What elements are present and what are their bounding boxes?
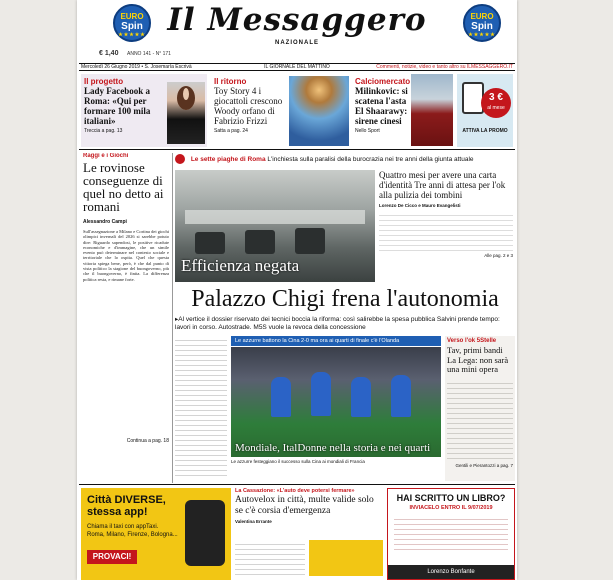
newspaper-front-page	[77, 0, 517, 580]
portrait-photo	[167, 82, 205, 144]
side-story: Quattro mesi per avere una carta d'identità Tre anni di attesa per l'ok alla pulizia dei tombini Lorenzo De Cicco e Mauro Evangelisti Alle pag. 2 e 3	[379, 170, 513, 258]
dateline-center: IL GIORNALE DEL MATTINO	[264, 64, 330, 70]
phone-icon	[185, 500, 225, 566]
stars-icon: ★★★★★	[118, 32, 146, 38]
price: € 1,40	[99, 50, 119, 57]
insert-ad[interactable]	[309, 540, 383, 576]
teaser-toy-story[interactable]: Il ritorno Toy Story 4 i giocattoli crescono Woody orfano di Fabrizio Frizzi Satta a pag. 24	[212, 74, 349, 147]
article-body: Sull'assegnazione a Milano e Cortina dei giochi olimpici invernali del 2026 si sarebbe potuto dire: Riguardo sapendosi, le positive ricadute economiche e d'immagine, che un simile evento può determinare nel contesto sociale e territoriale che lo ospita. Quel che questa vittoria spiega bene, però, è che dal punto di vista politico la stagione del buongoverno, più che il buongoverno, è finita. La differenza politica resta, e rimane forte.	[83, 229, 169, 282]
provaci-button[interactable]: PROVACI!	[87, 550, 137, 564]
sport-caption: Le azzurre festeggiano il successo sulla Cina ai mondiali di Francia	[231, 459, 365, 464]
dateline-bar	[79, 63, 515, 71]
website-link[interactable]: Commenti, notizie, video e tanto altro su ILMESSAGGERO.IT	[376, 64, 513, 70]
teaser-calciomercato[interactable]: Calciomercato Milinkovic: si scatena l'asta El Shaarawy: sirene cinesi Nello Sport	[353, 74, 453, 147]
date-text: Mercoledì 26 Giugno 2019 • S. Josemaría Escrivà	[81, 64, 192, 70]
euro-spin-badge-right[interactable]: EURO Spin ★★★★★	[463, 4, 501, 42]
cassazione-story: La Cassazione: «L'auto deve potersi fermare» Autovelox in città, multe valide solo se c'è corsia d'emergenza Valentina Errante	[235, 488, 383, 580]
divider	[79, 484, 515, 485]
photo-caption: Efficienza negata	[181, 256, 300, 275]
teaser-progetto[interactable]: Il progetto Lady Facebook a Roma: «Qui per formare 100 mila italiani» Treccia a pag. 13	[81, 74, 207, 147]
verso-body-lines	[447, 379, 513, 459]
promo-box[interactable]: 3 € al mese ATTIVA LA PROMO	[457, 74, 513, 147]
cassazione-body-lines	[235, 540, 305, 576]
side-headline[interactable]: Quattro mesi per avere una carta d'identità Tre anni di attesa per l'ok alla pulizia dei tombini	[379, 170, 506, 200]
verso-5stelle-box: Verso l'ok 5Stelle Tav, primi bandi La Lega: non sarà una mini opera Gentili e Pierantozzi a pag. 7	[445, 336, 515, 481]
main-summary: ▸Al vertice il dossier riservato dei tecnici boccia la riforma: così salirebbe la spesa pubblica Salvini prende tempo: lavori in corso. Autostrade. M5S vuole la revoca della concessione	[175, 316, 500, 331]
toy-story-photo	[289, 76, 349, 146]
book-contest-ad[interactable]: HAI SCRITTO UN LIBRO? INVIACELO ENTRO IL 9/07/2019 Lorenzo Bonfante	[387, 488, 515, 580]
cassazione-headline[interactable]: Autovelox in città, multe valide solo se c'è corsia d'emergenza	[235, 495, 374, 516]
side-body-lines	[379, 211, 513, 251]
continue-ref: Continua a pag. 18	[126, 438, 169, 444]
author: Alessandro Campi	[83, 219, 127, 225]
apptaxi-ad[interactable]: Città DIVERSE, stessa app! Chiama il taxi con appTaxi. Roma, Milano, Firenze, Bologna... PROVACI!	[81, 488, 231, 580]
stars-icon: ★★★★★	[468, 32, 496, 38]
issue-meta: ANNO 141 - N° 171	[127, 51, 171, 57]
footballer-photo	[411, 74, 453, 146]
empty-office-photo	[175, 170, 375, 282]
edition-label: NAZIONALE	[275, 40, 319, 46]
masthead-title: Il Messaggero	[167, 2, 427, 38]
seven-plagues-strip[interactable]: Le sette piaghe di Roma L'inchiesta sulla paralisi della burocrazia nei tre anni della giunta attuale	[175, 153, 515, 167]
divider	[79, 149, 515, 150]
ad-body-lines	[394, 515, 508, 551]
main-headline[interactable]: Palazzo Chigi frena l'autonomia	[191, 286, 499, 312]
left-column: Raggi e i Giochi Le rovinose conseguenze di quel no detto ai romani Alessandro Campi Sull'assegnazione a Milano e Cortina dei giochi olimpici invernali del 2026 si sarebbe potuto dire: Riguardo sapendosi, le positive ricadute economiche e d'immagine, che un simile evento può determinare nel contesto sociale e territoriale che lo ospita. Quel che questa vittoria spiega bene, però, è che dal punto di vista politico la stagione del buongoverno, più che il buongoverno, è finita. La differenza politica resta, e rimane forte. Continua a pag. 18	[83, 153, 169, 444]
sport-strip: Le azzurre battono la Cina 2-0 ma ora ai quarti di finale c'è l'Olanda	[231, 336, 441, 346]
verso-headline[interactable]: Tav, primi bandi La Lega: non sarà una mini opera	[447, 345, 509, 374]
main-body-lines	[175, 336, 227, 476]
left-headline[interactable]: Le rovinose conseguenze di quel no detto ai romani	[83, 160, 164, 214]
promo-caption: ATTIVA LA PROMO	[462, 128, 508, 134]
euro-spin-badge-left[interactable]: EURO Spin ★★★★★	[113, 4, 151, 42]
sport-headline[interactable]: Mondiale, ItalDonne nella storia e nei quarti	[235, 442, 431, 454]
column-rule	[172, 153, 173, 483]
wolf-logo-icon	[175, 154, 185, 164]
womens-football-photo	[231, 347, 441, 457]
